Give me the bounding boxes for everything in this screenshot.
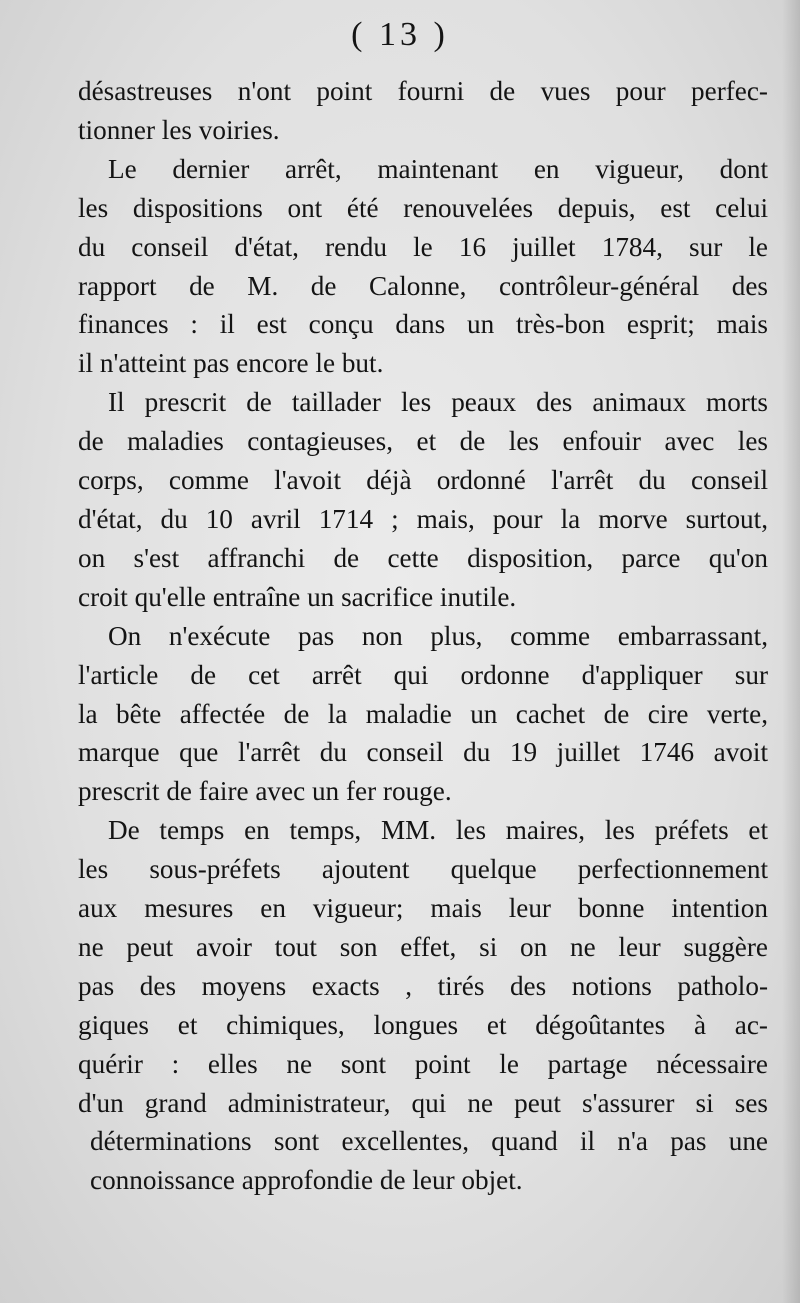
body-text [78, 72, 768, 1200]
paragraph-5 [78, 811, 768, 1200]
text-line: corps, comme l'avoit déjà ordonné l'arrêt du conseil [78, 465, 768, 496]
text-line: giques et chimiques, longues et dégoûtantes à ac- [78, 1009, 768, 1040]
text-line: d'un grand administrateur, qui ne peut s'assurer si ses [78, 1087, 768, 1118]
text-line: De temps en temps, MM. les maires, les préfets et [108, 815, 768, 846]
text-line: du conseil d'état, rendu le 16 juillet 1784, sur le [78, 231, 768, 262]
page-number: ( 13 ) [351, 16, 449, 53]
text-line: de maladies contagieuses, et de les enfouir avec les [78, 426, 768, 457]
paragraph-4 [78, 617, 768, 812]
text-line: d'état, du 10 avril 1714 ; mais, pour la morve surtout, [78, 503, 768, 534]
text-line: croit qu'elle entraîne un sacrifice inutile. [78, 581, 517, 612]
text-line: finances : il est conçu dans un très-bon esprit; mais [78, 309, 768, 340]
text-line: marque que l'arrêt du conseil du 19 juillet 1746 avoit [78, 737, 768, 768]
text-line: il n'atteint pas encore le but. [78, 348, 384, 379]
text-line: l'article de cet arrêt qui ordonne d'appliquer sur [78, 659, 768, 690]
text-line: on s'est affranchi de cette disposition, parce qu'on [78, 542, 768, 573]
text-line: pas des moyens exacts , tirés des notions patholo- [78, 970, 768, 1001]
text-line: rapport de M. de Calonne, contrôleur-général des [78, 270, 768, 301]
paragraph-1 [78, 72, 768, 150]
text-line: Le dernier arrêt, maintenant en vigueur, dont [108, 153, 768, 184]
text-line: connoissance approfondie de leur objet. [90, 1165, 523, 1196]
text-line: désastreuses n'ont point fourni de vues pour perfec- [78, 76, 768, 106]
paragraph-3 [78, 383, 768, 616]
text-line: les sous-préfets ajoutent quelque perfectionnement [78, 854, 768, 885]
paragraph-2 [78, 150, 768, 383]
text-line: On n'exécute pas non plus, comme embarrassant, [108, 620, 768, 651]
text-line: ne peut avoir tout son effet, si on ne leur suggère [78, 931, 768, 962]
text-line: déterminations sont excellentes, quand il n'a pas une [90, 1126, 768, 1157]
text-line: quérir : elles ne sont point le partage nécessaire [78, 1048, 768, 1079]
text-line: tionner les voiries. [78, 114, 280, 145]
text-line: les dispositions ont été renouvelées depuis, est celui [78, 192, 768, 223]
text-line: la bête affectée de la maladie un cachet de cire verte, [78, 698, 768, 729]
page-edge-shadow [782, 0, 800, 1303]
text-line: prescrit de faire avec un fer rouge. [78, 776, 452, 807]
text-line: Il prescrit de taillader les peaux des animaux morts [108, 387, 768, 418]
text-line: aux mesures en vigueur; mais leur bonne intention [78, 893, 768, 924]
